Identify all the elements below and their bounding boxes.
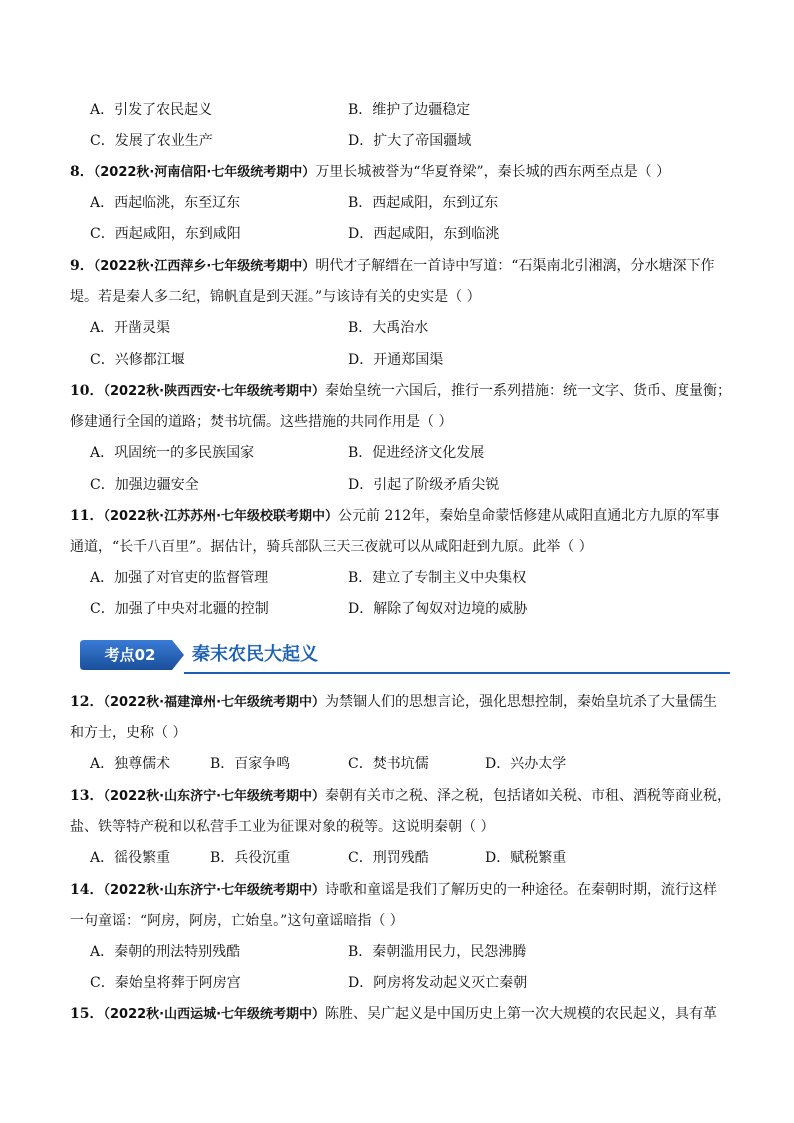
question-source: （2022秋·江西萍乡·七年级统考期中）	[93, 259, 316, 274]
q14-option-d[interactable]: D．阿房将发动起义灭亡秦朝	[348, 975, 528, 991]
q9-option-b[interactable]: B．大禹治水	[348, 320, 429, 336]
q10-option-d[interactable]: D．引起了阶级矛盾尖锐	[348, 477, 500, 493]
question-11-stem-cont: 通道，“长千八百里”。据估计，骑兵部队三天三夜就可以从咸阳赶到九原。此举（ ）	[70, 539, 593, 555]
question-9-stem-cont: 堤。若是秦人多二纪，锦帆直是到天涯。”与该诗有关的史实是（ ）	[70, 289, 481, 305]
q8-option-d[interactable]: D．西起咸阳，东到临洮	[348, 226, 500, 242]
question-15-stem: 15．（2022秋·山西运城·七年级统考期中）陈胜、吴广起义是中国历史上第一次大规模的农民起义，具有革	[70, 1006, 718, 1022]
question-number: 10．	[70, 383, 104, 399]
question-source: （2022秋·江苏苏州·七年级校联考期中）	[103, 509, 339, 524]
q13-option-d[interactable]: D．赋税繁重	[485, 850, 567, 866]
question-source: （2022秋·福建漳州·七年级统考期中）	[103, 695, 326, 710]
q9-option-c[interactable]: C．兴修都江堰	[90, 352, 185, 368]
question-number: 8．	[70, 164, 94, 180]
question-source: （2022秋·河南信阳·七年级统考期中）	[93, 165, 316, 180]
q7-option-b[interactable]: B．维护了边疆稳定	[348, 102, 471, 118]
question-number: 13．	[70, 788, 104, 804]
question-number: 14．	[70, 882, 104, 898]
q12-option-d[interactable]: D．兴办太学	[485, 756, 567, 772]
question-9-stem: 9．（2022秋·江西萍乡·七年级统考期中）明代才子解缙在一首诗中写道：“石渠南北引湘漓，分水塘深下作	[70, 258, 715, 274]
q8-option-b[interactable]: B．西起咸阳，东到辽东	[348, 195, 499, 211]
q11-option-d[interactable]: D．解除了匈奴对边境的威胁	[348, 601, 528, 617]
q11-option-a[interactable]: A．加强了对官吏的监督管理	[90, 570, 269, 586]
q14-option-a[interactable]: A．秦朝的刑法特别残酷	[90, 944, 241, 960]
q7-option-c[interactable]: C．发展了农业生产	[90, 133, 213, 149]
question-12-stem: 12．（2022秋·福建漳州·七年级统考期中）为禁锢人们的思想言论，强化思想控制，秦始皇坑杀了大量儒生	[70, 694, 718, 710]
topic-title: 秦末农民大起义	[192, 644, 318, 665]
question-source: （2022秋·山西运城·七年级统考期中）	[103, 1007, 326, 1022]
question-14-stem: 14．（2022秋·山东济宁·七年级统考期中）诗歌和童谣是我们了解历史的一种途径。在秦朝时期，流行这样	[70, 882, 718, 898]
topic-header	[80, 640, 730, 674]
q12-option-c[interactable]: C．焚书坑儒	[348, 756, 429, 772]
q8-option-a[interactable]: A．西起临洮，东至辽东	[90, 195, 241, 211]
question-number: 12．	[70, 694, 104, 710]
q12-option-a[interactable]: A．独尊儒术	[90, 756, 171, 772]
q13-option-b[interactable]: B．兵役沉重	[210, 850, 291, 866]
question-10-stem: 10．（2022秋·陕西西安·七年级统考期中）秦始皇统一六国后，推行一系列措施：统一文字、货币、度量衡；	[70, 383, 732, 399]
question-13-stem: 13．（2022秋·山东济宁·七年级统考期中）秦朝有关市之税、泽之税，包括诸如关税、市租、酒税等商业税，	[70, 788, 732, 804]
q10-option-b[interactable]: B．促进经济文化发展	[348, 445, 485, 461]
question-source: （2022秋·陕西西安·七年级统考期中）	[103, 384, 326, 399]
q9-option-a[interactable]: A．开凿灵渠	[90, 320, 171, 336]
q8-option-c[interactable]: C．西起咸阳，东到咸阳	[90, 226, 241, 242]
question-10-stem-cont: 修建通行全国的道路；焚书坑儒。这些措施的共同作用是（ ）	[70, 414, 453, 430]
q10-option-c[interactable]: C．加强边疆安全	[90, 477, 199, 493]
topic-badge-label: 考点02	[104, 646, 156, 664]
q14-option-c[interactable]: C．秦始皇将葬于阿房宫	[90, 975, 241, 991]
q13-option-c[interactable]: C．刑罚残酷	[348, 850, 429, 866]
q11-option-b[interactable]: B．建立了专制主义中央集权	[348, 570, 527, 586]
question-12-stem-cont: 和方士，史称（ ）	[70, 725, 187, 741]
topic-badge	[80, 640, 184, 670]
q10-option-a[interactable]: A．巩固统一的多民族国家	[90, 445, 255, 461]
question-source: （2022秋·山东济宁·七年级统考期中）	[103, 789, 326, 804]
question-13-stem-cont: 盐、铁等特产税和以私营手工业为征课对象的税等。这说明秦朝（ ）	[70, 819, 495, 835]
q14-option-b[interactable]: B．秦朝滥用民力，民怨沸腾	[348, 944, 527, 960]
q11-option-c[interactable]: C．加强了中央对北疆的控制	[90, 601, 269, 617]
question-8-stem: 8．（2022秋·河南信阳·七年级统考期中）万里长城被誉为“华夏脊梁”，秦长城的西东两至点是（ ）	[70, 164, 671, 180]
q7-option-a[interactable]: A．引发了农民起义	[90, 102, 213, 118]
q12-option-b[interactable]: B．百家争鸣	[210, 756, 291, 772]
question-number: 11．	[70, 508, 104, 524]
question-number: 9．	[70, 258, 94, 274]
topic-divider	[184, 672, 730, 674]
question-14-stem-cont: 一句童谣：“阿房，阿房，亡始皇。”这句童谣暗指（ ）	[70, 913, 404, 929]
q13-option-a[interactable]: A．徭役繁重	[90, 850, 171, 866]
question-source: （2022秋·山东济宁·七年级统考期中）	[103, 883, 326, 898]
q7-option-d[interactable]: D．扩大了帝国疆域	[348, 133, 472, 149]
question-number: 15．	[70, 1006, 104, 1022]
q9-option-d[interactable]: D．开通郑国渠	[348, 352, 444, 368]
question-11-stem: 11．（2022秋·江苏苏州·七年级校联考期中）公元前 212年，秦始皇命蒙恬修建从咸阳直通北方九原的军事	[70, 508, 720, 524]
